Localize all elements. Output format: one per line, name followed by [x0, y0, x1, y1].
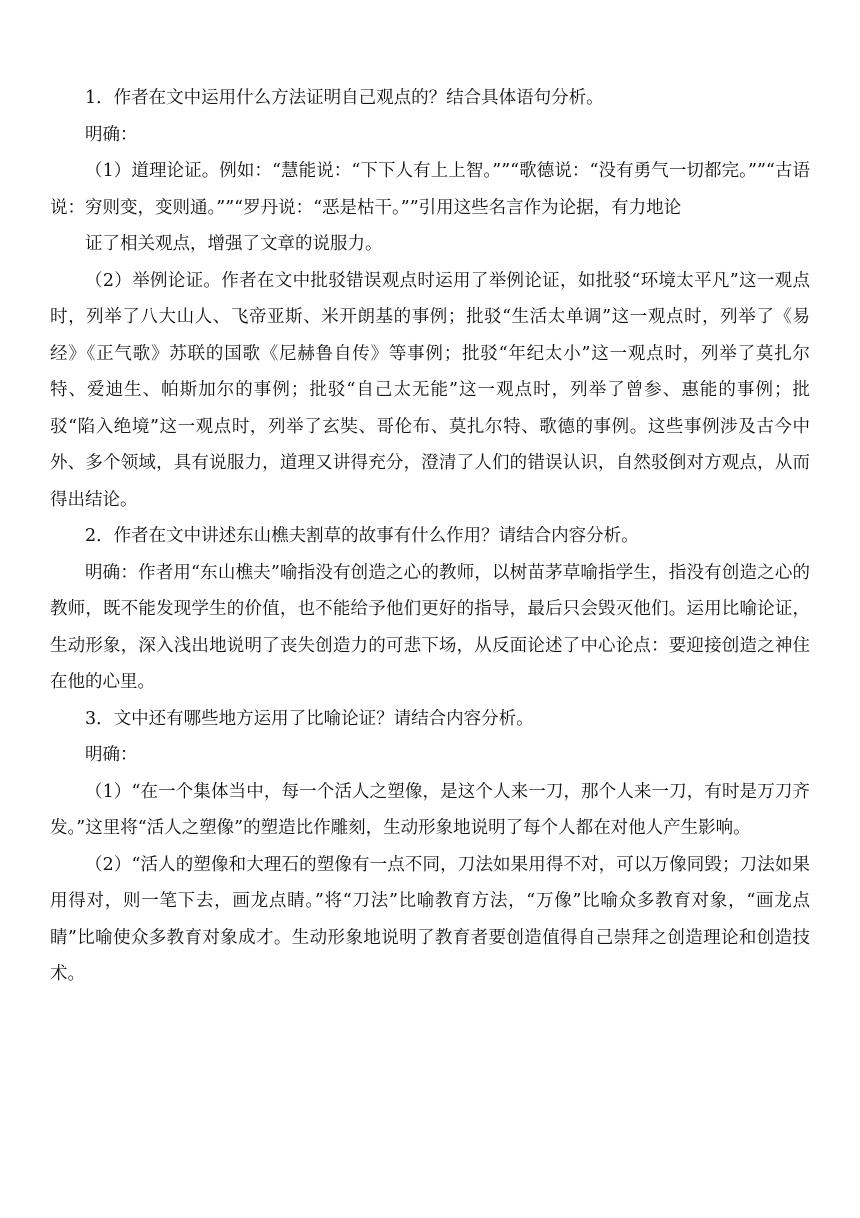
- answer-2: 明确：作者用“东山樵夫”喻指没有创造之心的教师，以树苗茅草喻指学生，指没有创造之心的教师，既不能发现学生的价值，也不能给予他们更好的指导，最后只会毁灭他们。运用比喻论证，生动形象，深入浅出地说明了丧失创造力的可悲下场，从反面论述了中心论点：要迎接创造之神住在他的心里。: [50, 562, 810, 692]
- answer-3-point-1: （1）“在一个集体当中，每一个活人之塑像，是这个人来一刀，那个人来一刀，有时是万刀齐发。”这里将“活人之塑像”的塑造比作雕刻，生动形象地说明了每个人都在对他人产生影响。: [50, 781, 810, 838]
- answer-3-point-2: （2）“活人的塑像和大理石的塑像有一点不同，刀法如果用得不对，可以万像同毁；刀法如果用得对，则一笔下去，画龙点睛。”将“刀法”比喻教育方法，“万像”比喻众多教育对象，“画龙点睛”比喻使众多教育对象成才。生动形象地说明了教育者要创造值得自己崇拜之创造理论和创造技术。: [50, 854, 810, 984]
- document-page: [50, 80, 810, 993]
- question-3: 3．文中还有哪些地方运用了比喻论证？请结合内容分析。: [85, 708, 534, 729]
- answer-1-point-1-continued: 证了相关观点，增强了文章的说服力。: [85, 234, 383, 254]
- question-1: 1．作者在文中运用什么方法证明自己观点的？结合具体语句分析。: [85, 88, 604, 108]
- answer-1-point-2: （2）举例论证。作者在文中批驳错误观点时运用了举例论证，如批驳“环境太平凡”这一观点时，列举了八大山人、飞帝亚斯、米开朗基的事例；批驳“生活太单调”这一观点时，列举了《易经》《正气歌》苏联的国歌《尼赫鲁自传》等事例；批驳“年纪太小”这一观点时，列举了莫扎尔特、爱迪生、帕斯加尔的事例；批驳“自己太无能”这一观点时，列举了曾参、惠能的事例；批驳“陷入绝境”这一观点时，列举了玄奘、哥伦布、莫扎尔特、歌德的事例。这些事例涉及古今中外、多个领域，具有说服力，道理又讲得充分，澄清了人们的错误认识，自然驳倒对方观点，从而得出结论。: [50, 270, 810, 510]
- answer-1-point-1: （1）道理论证。例如：“慧能说：“下下人有上上智。””“歌德说：“没有勇气一切都完。””“古语说：穷则变，变则通。””“罗丹说：“恶是枯干。””引用这些名言作为论据，有力地论: [50, 161, 810, 218]
- answer-label-1: 明确：: [85, 124, 138, 145]
- answer-label-3: 明确：: [85, 745, 138, 765]
- question-2: 2．作者在文中讲述东山樵夫割草的故事有什么作用？请结合内容分析。: [85, 526, 639, 546]
